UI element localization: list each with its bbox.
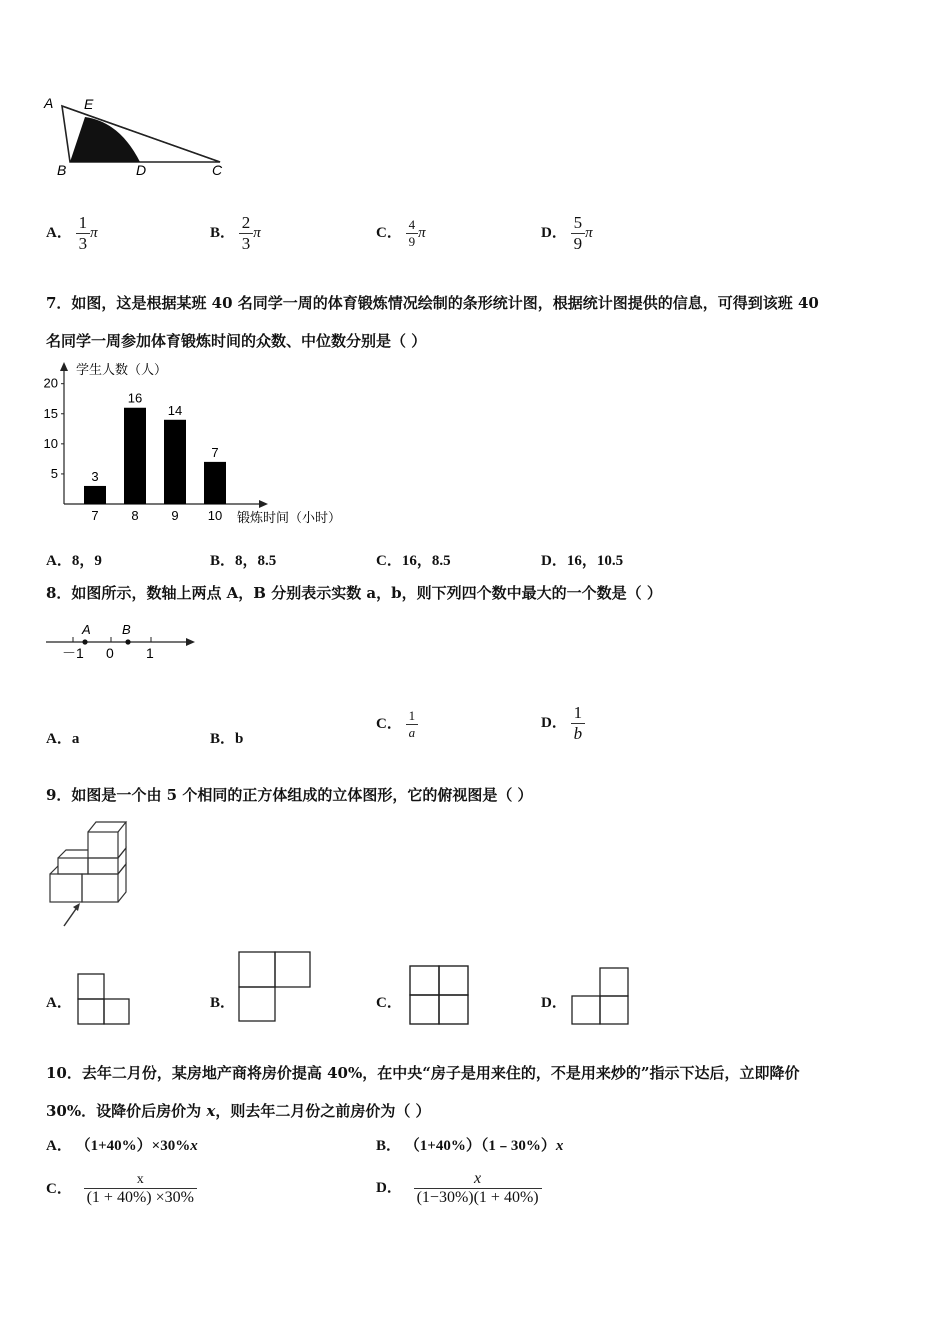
option-letter: D． [541, 224, 567, 241]
option-letter: D． [541, 553, 567, 569]
variable-x: x [190, 1138, 198, 1154]
option-letter: B． [210, 224, 236, 241]
option-letter: A． [46, 1138, 72, 1154]
tick-label: 0 [106, 645, 114, 661]
point-b-label: B [122, 622, 131, 637]
q10-line2-text: 30%．设降价后房价为 [46, 1102, 207, 1120]
q6-option-b[interactable] [210, 213, 261, 254]
y-tick-label: 20 [43, 375, 58, 391]
q7-question [46, 284, 906, 360]
number-line [40, 618, 210, 664]
numerator: 4 [408, 217, 416, 232]
denominator: 3 [76, 233, 91, 254]
shaded-sector [70, 117, 140, 162]
q8-option-a[interactable] [46, 727, 79, 748]
q7-line1: 7．如图，这是根据某班 40 名同学一周的体育锻炼情况绘制的条形统计图，根据统计图提供的信息，可得到该班 40 [46, 294, 819, 312]
option-text: 16，10.5 [566, 553, 624, 569]
option-letter: B． [376, 1138, 402, 1154]
q7-option-a[interactable] [46, 549, 102, 570]
q9-option-a[interactable] [46, 991, 72, 1012]
option-text: （1+40%）×30% [75, 1138, 191, 1154]
denominator: (1 + 40%) ×30% [84, 1188, 197, 1207]
denominator: b [571, 723, 586, 744]
pi-symbol: π [418, 224, 426, 241]
tick-label: －1 [62, 645, 84, 661]
q7-option-b[interactable] [210, 549, 276, 570]
option-text: 16，8.5 [401, 553, 451, 569]
denominator: (1−30%)(1 + 40%) [414, 1188, 542, 1207]
label-c: C [212, 162, 223, 178]
y-axis-label: 学生人数（人） [76, 362, 168, 377]
denominator: 9 [571, 233, 586, 254]
point-a-label: A [82, 622, 91, 637]
pi-symbol: π [585, 224, 593, 241]
option-letter: D． [541, 714, 567, 731]
q6-option-a[interactable] [46, 213, 98, 254]
option-text: a [71, 731, 80, 747]
bar-value-label: 7 [211, 444, 219, 460]
q10-line1: 10．去年二月份，某房地产商将房价提高 40%，在中央“房子是用来住的，不是用来炒的”指示下达后，立即降价 [46, 1064, 800, 1082]
y-tick-label: 10 [43, 435, 58, 451]
triangle-figure [40, 92, 240, 184]
option-letter: C． [376, 224, 402, 241]
option-letter: A． [46, 731, 72, 747]
view-a-grid [76, 972, 132, 1026]
numerator: x [136, 1172, 144, 1187]
label-d: D [136, 162, 147, 178]
q6-option-c[interactable] [376, 217, 426, 250]
numerator: 5 [573, 213, 583, 232]
q8-option-c[interactable] [376, 708, 418, 741]
q10-line2-text: ，则去年二月份之前房价为（ ） [215, 1102, 431, 1120]
q8-option-d[interactable] [541, 703, 585, 744]
option-letter: A． [46, 224, 72, 241]
x-tick-label: 10 [207, 508, 223, 523]
y-tick-label: 15 [43, 405, 58, 421]
point-a [82, 639, 87, 644]
q7-option-c[interactable] [376, 549, 451, 570]
point-b [125, 639, 130, 644]
option-text: 8，8.5 [235, 553, 277, 569]
bar-value-label: 3 [91, 468, 99, 484]
bar-chart [40, 358, 370, 530]
view-b-grid [237, 950, 313, 1024]
option-letter: D． [376, 1179, 402, 1196]
label-e: E [84, 96, 94, 112]
q10-line2 [46, 1092, 906, 1130]
denominator: a [406, 724, 419, 741]
q8-question: 8．如图所示，数轴上两点 A，B 分别表示实数 a，b，则下列四个数中最大的一个数是（ ） [46, 584, 662, 602]
q10-option-b[interactable] [376, 1134, 563, 1155]
option-letter: C． [376, 553, 402, 569]
bar [124, 408, 146, 504]
numerator: 1 [408, 708, 416, 723]
numerator: 1 [573, 703, 583, 722]
option-text: 8，9 [71, 553, 102, 569]
view-d-grid [569, 966, 631, 1026]
x-axis-label: 锻炼时间（小时） [237, 510, 342, 525]
numerator: 1 [78, 213, 88, 232]
y-tick-label: 5 [50, 465, 58, 481]
q9-question: 9．如图是一个由 5 个相同的正方体组成的立体图形，它的俯视图是（ ） [46, 786, 533, 804]
q6-option-d[interactable] [541, 213, 593, 254]
option-text: （1+40%）（1﹣30%） [404, 1138, 556, 1154]
q9-option-d[interactable] [541, 991, 567, 1012]
q7-line2: 名同学一周参加体育锻炼时间的众数、中位数分别是（ ） [46, 332, 427, 350]
variable-x: x [555, 1138, 564, 1154]
option-letter: B． [210, 995, 236, 1011]
tick-label: 1 [146, 645, 154, 661]
bar [204, 462, 226, 504]
cube-figure [44, 818, 136, 930]
q9-option-b[interactable] [210, 991, 235, 1012]
pi-symbol: π [90, 224, 98, 241]
q7-option-d[interactable] [541, 549, 623, 570]
option-letter: C． [46, 1180, 72, 1197]
q9-option-c[interactable] [376, 991, 402, 1012]
bar [84, 486, 106, 504]
option-text: b [235, 731, 244, 747]
q10-option-a[interactable] [46, 1134, 198, 1155]
view-c-grid [407, 963, 473, 1027]
q10-option-c[interactable] [46, 1172, 197, 1207]
bar-value-label: 14 [167, 402, 183, 418]
denominator: 9 [406, 233, 419, 250]
x-tick-label: 8 [131, 508, 139, 523]
bar-value-label: 16 [127, 390, 143, 406]
pi-symbol: π [253, 224, 261, 241]
label-b: B [57, 162, 67, 178]
label-a: A [44, 95, 54, 111]
option-letter: B． [210, 553, 236, 569]
arrow-icon [186, 638, 195, 646]
option-letter: C． [376, 715, 402, 732]
numerator: x [474, 1170, 482, 1187]
arrow-icon [73, 903, 80, 911]
q10-option-d[interactable] [376, 1170, 542, 1207]
bar [164, 420, 186, 504]
option-letter: D． [541, 995, 567, 1011]
denominator: 3 [239, 233, 254, 254]
y-axis-arrow-icon [60, 362, 68, 371]
q8-option-b[interactable] [210, 727, 243, 748]
x-tick-label: 9 [171, 508, 179, 523]
numerator: 2 [241, 213, 251, 232]
option-letter: C． [376, 995, 402, 1011]
q10-question [46, 1054, 906, 1130]
option-letter: A． [46, 995, 72, 1011]
option-letter: A． [46, 553, 72, 569]
variable-x: x [206, 1102, 216, 1120]
option-letter: B． [210, 731, 236, 747]
x-axis-arrow-icon [259, 500, 268, 508]
x-tick-label: 7 [91, 508, 99, 523]
